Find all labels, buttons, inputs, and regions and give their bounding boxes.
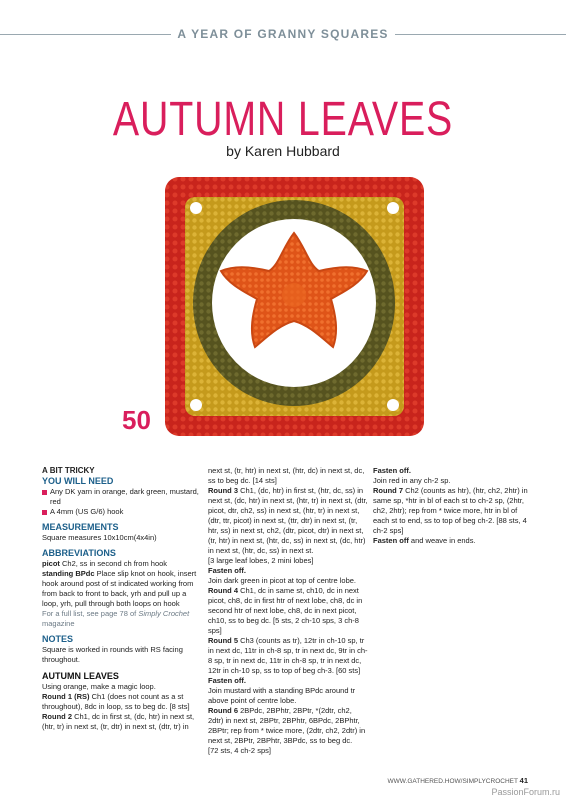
measurements-heading: MEASUREMENTS (42, 522, 119, 532)
series-title: A YEAR OF GRANNY SQUARES (0, 27, 566, 41)
pattern-intro: Using orange, make a magic loop. (42, 682, 156, 691)
join-mustard: Join mustard with a standing BPdc around tr above point of centre lobe. (208, 686, 356, 705)
round-1: Round 1 (RS) Ch1 (does not count as a st throughout), 8dc in loop, ss to beg dc. [8 sts] (42, 692, 190, 711)
byline: by Karen Hubbard (226, 143, 340, 159)
abbreviations-heading: ABBREVIATIONS (42, 548, 116, 558)
fasten-off: Fasten off. (208, 566, 246, 575)
notes-text: Square is worked in rounds with RS facing throughout. (42, 645, 183, 664)
round-6: Round 6 2BPdc, 2BPhtr, 2BPtr, *(2dtr, ch2, 2dtr) in next st, 2BPtr, 2BPhtr, 6BPdc, 2BPhtr, 2BPtr; rep from * twice more, (2dtr, ch2, 2dtr) in next st, 2BPtr, 2BPhtr, 3BPdc, ss to beg dc. (208, 706, 366, 745)
footer-url: WWW.GATHERED.HOW/SIMPLYCROCHET (387, 778, 518, 785)
round-3-count: [3 large leaf lobes, 2 mini lobes] (208, 556, 314, 565)
page-title: AUTUMN LEAVES (112, 93, 454, 146)
abbr-standing-bpdc: standing BPdc Place slip knot on hook, insert hook around post of st indicated working from from back to front to back, yrh and pull up a loop, yrh, pull through both loops on hook (42, 569, 197, 608)
measurements-text: Square measures 10x10cm(4x4in) (42, 533, 157, 542)
round-3: Round 3 Ch1, (dc, htr) in first st, (htr, dc, ss) in next st, (dc, htr) in next st, (htr, tr) in next st, (dtr, picot, dtr, ch2, ss) in next st, (htr, tr) in next st, (dtr, ttr, picot) in next st, (ttr, dtr) in next st, (tr, htr, ss) in next st, ch2, (dtr, picot, dtr) in next st, (tr, htr) in next st, (htr, dc, ss) in next st, (dc, htr) in next st, (htr, dc, ss) in next st. (208, 486, 368, 555)
column-1 (42, 466, 202, 732)
fasten-off-final: Fasten off and weave in ends. (373, 536, 476, 545)
notes-heading: NOTES (42, 634, 74, 644)
round-2-continued: next st, (tr, htr) in next st, (htr, dc) in next st, dc, ss to beg dc. [14 sts] (208, 466, 365, 485)
round-5: Round 5 Ch3 (counts as tr), 12tr in ch-10 sp, tr in next dc, 11tr in ch-8 sp, tr in next dc, 9tr in ch-8 sp, tr in next dc, 11tr in ch-8 sp, tr in next dc, 12tr in ch-10 sp, ss to top of beg ch-3. [60 sts] (208, 636, 368, 675)
difficulty-label: A BIT TRICKY (42, 466, 95, 475)
footer (387, 776, 528, 785)
you-will-need-heading: YOU WILL NEED (42, 476, 114, 486)
fasten-off: Fasten off. (208, 676, 246, 685)
need-item: Any DK yarn in orange, dark green, mustard, red (42, 487, 202, 507)
round-2: Round 2 Ch1, dc in first st, (dc, htr) in next st, (htr, tr) in next st, (tr, dtr) in next st, (dtr, tr) in (42, 712, 195, 731)
full-list-note: For a full list, see page 78 of Simply Crochet magazine (42, 609, 190, 628)
round-4: Round 4 Ch1, dc in same st, ch10, dc in next picot, ch8, dc in first htr of next lobe, ch8, dc in second htr of next lobe, ch8, dc in next picot, ch10, ss to beg dc. [5 sts, 2 ch-10 sps, 3 ch-8 sps] (208, 586, 363, 635)
round-7: Round 7 Ch2 (counts as htr), (htr, ch2, 2htr) in same sp, *htr in bl of each st to ch-2 sp, (2htr, ch2, 2htr); rep from * twice more, htr in bl of each st to end, ss to top of beg ch-2. [88 sts, 4 ch-2 sps] (373, 486, 528, 535)
pattern-heading: AUTUMN LEAVES (42, 671, 119, 681)
join-dark-green: Join dark green in picot at top of centre lobe. (208, 576, 357, 585)
square-number: 50 (122, 405, 151, 435)
need-item: A 4mm (US G/6) hook (42, 507, 202, 517)
granny-square-photo (163, 175, 426, 438)
fasten-off: Fasten off. (373, 466, 411, 475)
page-number: 41 (519, 776, 528, 785)
watermark: PassionForum.ru (491, 787, 560, 797)
round-6-count: [72 sts, 4 ch-2 sps] (208, 746, 271, 755)
column-3 (373, 466, 529, 546)
join-red: Join red in any ch-2 sp. (373, 476, 451, 485)
abbr-picot: picot Ch2, ss in second ch from hook (42, 559, 168, 568)
column-2 (208, 466, 368, 756)
